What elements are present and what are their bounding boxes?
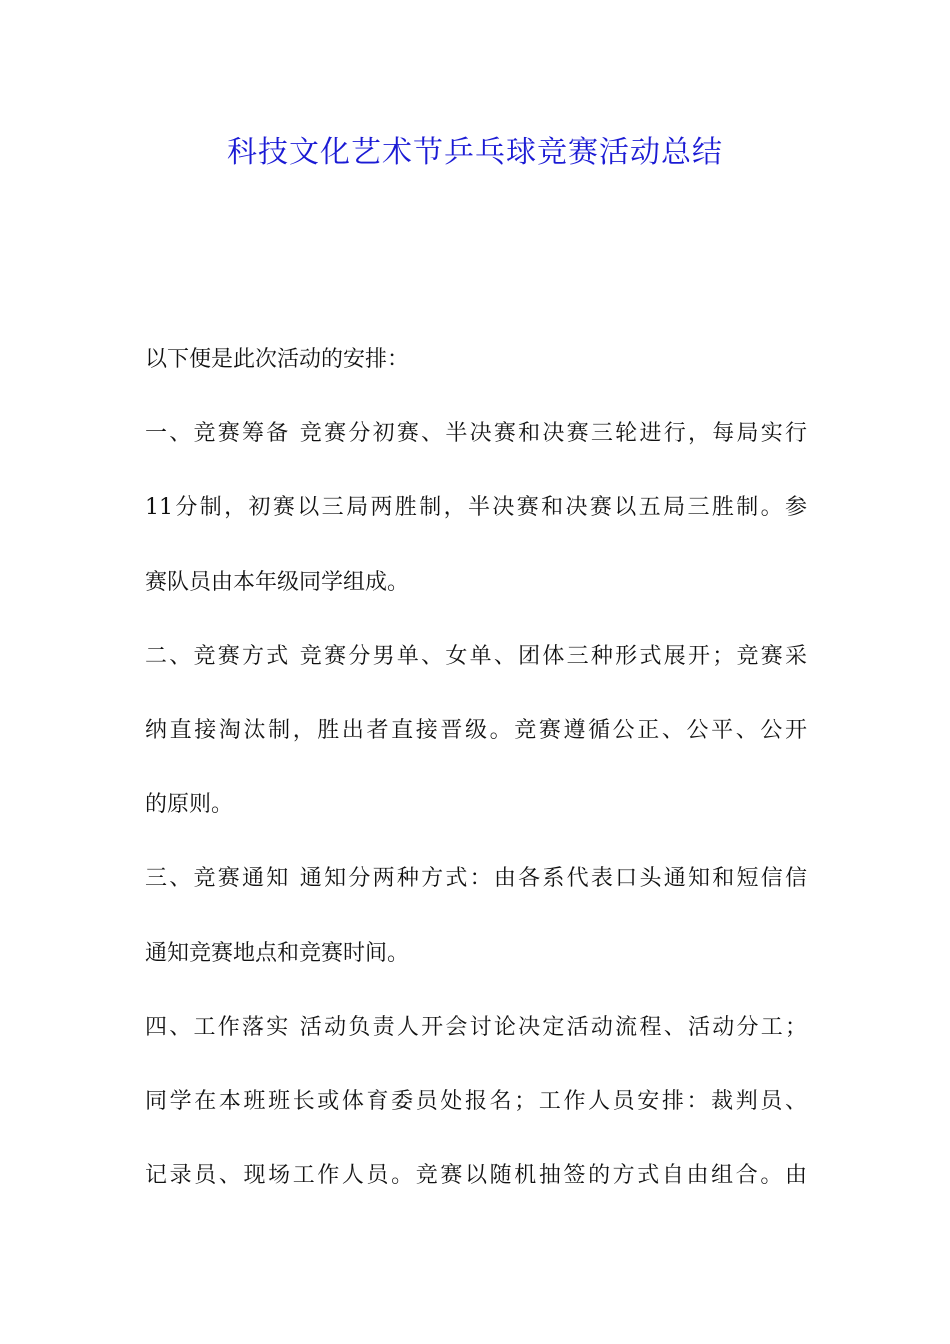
text-line-section-3-a: 三、竞赛通知 通知分两种方式：由各系代表口头通知和短信信: [145, 866, 807, 892]
text-line-section-4-c: 记录员、现场工作人员。竞赛以随机抽签的方式自由组合。由: [145, 1163, 807, 1189]
text-line-section-3-b: 通知竞赛地点和竞赛时间。: [145, 940, 410, 966]
text-line-section-1-a: 一、竞赛筹备 竞赛分初赛、半决赛和决赛三轮进行，每局实行: [145, 421, 807, 447]
document-body: [145, 342, 807, 1232]
text-line-section-2-b: 纳直接淘汰制，胜出者直接晋级。竞赛遵循公正、公平、公开: [145, 717, 807, 743]
text-line-section-4-b: 同学在本班班长或体育委员处报名；工作人员安排：裁判员、: [145, 1088, 807, 1114]
document-title: 科技文化艺术节乒乓球竞赛活动总结: [227, 135, 723, 170]
text-line-section-4-a: 四、工作落实 活动负责人开会讨论决定活动流程、活动分工；: [145, 1014, 807, 1040]
text-line-intro: 以下便是此次活动的安排：: [145, 347, 410, 372]
text-line-section-1-c: 赛队员由本年级同学组成。: [145, 569, 410, 595]
text-line-section-2-c: 的原则。: [145, 792, 234, 818]
text-line-section-1-b: 11分制，初赛以三局两胜制，半决赛和决赛以五局三胜制。参: [145, 495, 807, 521]
text-line-section-2-a: 二、竞赛方式 竞赛分男单、女单、团体三种形式展开；竞赛采: [145, 643, 807, 669]
